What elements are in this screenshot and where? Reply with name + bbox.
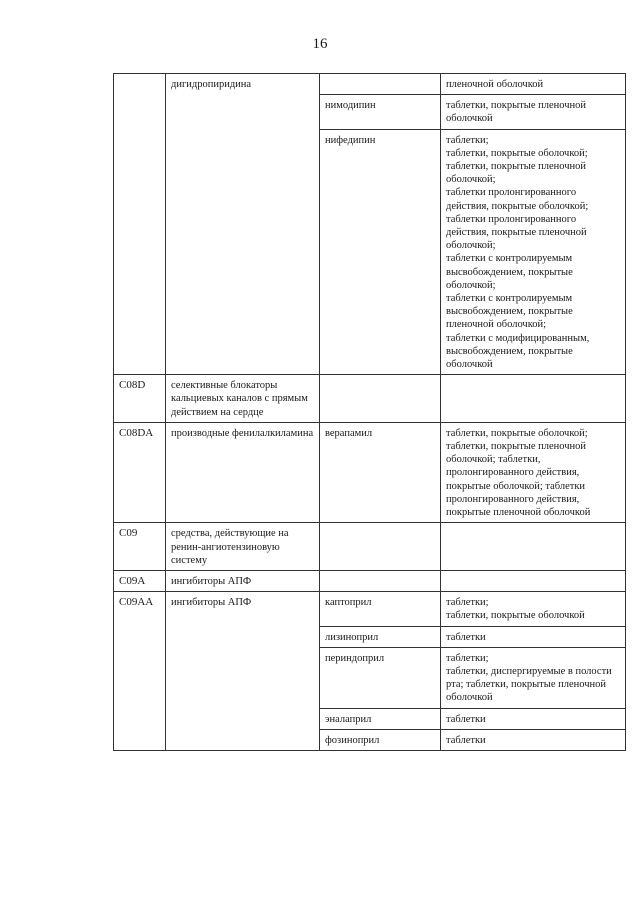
dosage-form-line: таблетки с модифицированным, высвобождением, покрытые оболочкой xyxy=(446,332,590,371)
dosage-form-line: таблетки; xyxy=(446,652,489,664)
dosage-form-line: таблетки, покрытые оболочкой; xyxy=(446,147,588,159)
atc-code-cell: C09AA xyxy=(114,592,166,751)
table-row xyxy=(114,422,626,522)
dosage-form-line: таблетки xyxy=(446,713,486,725)
table-row xyxy=(114,523,626,571)
dosage-forms-cell xyxy=(441,592,626,626)
dosage-form-line: таблетки; xyxy=(446,597,489,609)
dosage-form-line: таблетки xyxy=(446,631,486,643)
drug-name-cell: нифедипин xyxy=(320,129,441,375)
table-row xyxy=(114,570,626,591)
drug-table xyxy=(113,73,626,751)
dosage-forms-cell xyxy=(441,422,626,522)
table-row xyxy=(114,74,626,95)
dosage-forms-cell xyxy=(441,626,626,647)
drug-name-cell xyxy=(320,570,441,591)
dosage-forms-cell xyxy=(441,375,626,423)
drug-name-cell xyxy=(320,523,441,571)
group-name-cell: производные фенилалкиламина xyxy=(166,422,320,522)
dosage-forms-cell xyxy=(441,129,626,375)
table-row xyxy=(114,592,626,626)
dosage-form-line: таблетки, покрытые пленочной оболочкой xyxy=(446,100,587,125)
drug-name-cell: периндоприл xyxy=(320,647,441,708)
dosage-forms-cell xyxy=(441,708,626,729)
dosage-forms-cell xyxy=(441,729,626,750)
drug-name-cell: эналаприл xyxy=(320,708,441,729)
dosage-forms-cell xyxy=(441,523,626,571)
drug-name-cell: верапамил xyxy=(320,422,441,522)
dosage-forms-cell xyxy=(441,570,626,591)
drug-name-cell: каптоприл xyxy=(320,592,441,626)
dosage-forms-cell xyxy=(441,74,626,95)
group-name-cell: селективные блокаторы кальциевых каналов с прямым действием на сердце xyxy=(166,375,320,423)
drug-name-cell: нимодипин xyxy=(320,95,441,129)
group-name-cell: ингибиторы АПФ xyxy=(166,592,320,751)
drug-name-cell xyxy=(320,74,441,95)
dosage-form-line: таблетки с контролируемым высвобождением, покрытые оболочкой; xyxy=(446,253,573,291)
atc-code-cell xyxy=(114,74,166,375)
drug-name-cell: лизиноприл xyxy=(320,626,441,647)
group-name-cell: дигидропиридина xyxy=(166,74,320,375)
atc-code-cell: C08DA xyxy=(114,422,166,522)
atc-code-cell: C09 xyxy=(114,523,166,571)
table-row xyxy=(114,375,626,423)
dosage-forms-cell xyxy=(441,647,626,708)
drug-name-cell: фозиноприл xyxy=(320,729,441,750)
dosage-form-line: таблетки пролонгированного действия, покрытые оболочкой; xyxy=(446,187,589,212)
dosage-form-line: таблетки с контролируемым высвобождением, покрытые пленочной оболочкой; xyxy=(446,293,573,331)
page-number: 16 xyxy=(312,36,328,52)
dosage-form-line: пленочной оболочкой xyxy=(446,79,544,90)
drug-name-cell xyxy=(320,375,441,423)
dosage-form-line: таблетки пролонгированного действия, покрытые пленочной оболочкой; xyxy=(446,213,587,252)
dosage-forms-cell xyxy=(441,95,626,129)
group-name-cell: ингибиторы АПФ xyxy=(166,570,320,591)
dosage-form-line: таблетки xyxy=(446,734,486,746)
dosage-form-line: таблетки, покрытые пленочной оболочкой; xyxy=(446,161,587,186)
dosage-form-line: таблетки, диспергируемые в полости рта; таблетки, покрытые пленочной оболочкой xyxy=(446,665,612,704)
group-name-cell: средства, действующие на ренин-ангиотензиновую систему xyxy=(166,523,320,571)
atc-code-cell: C09A xyxy=(114,570,166,591)
atc-code-cell: C08D xyxy=(114,375,166,423)
dosage-form-line: таблетки; xyxy=(446,134,489,146)
dosage-form-line: таблетки, покрытые оболочкой xyxy=(446,610,585,622)
dosage-form-line: таблетки, покрытые оболочкой; таблетки, покрытые пленочной оболочкой; таблетки, пролонгированного действия, покрытые оболочкой; таблетки пролонгированного действия, покрытые пленочной оболочкой xyxy=(446,427,591,519)
